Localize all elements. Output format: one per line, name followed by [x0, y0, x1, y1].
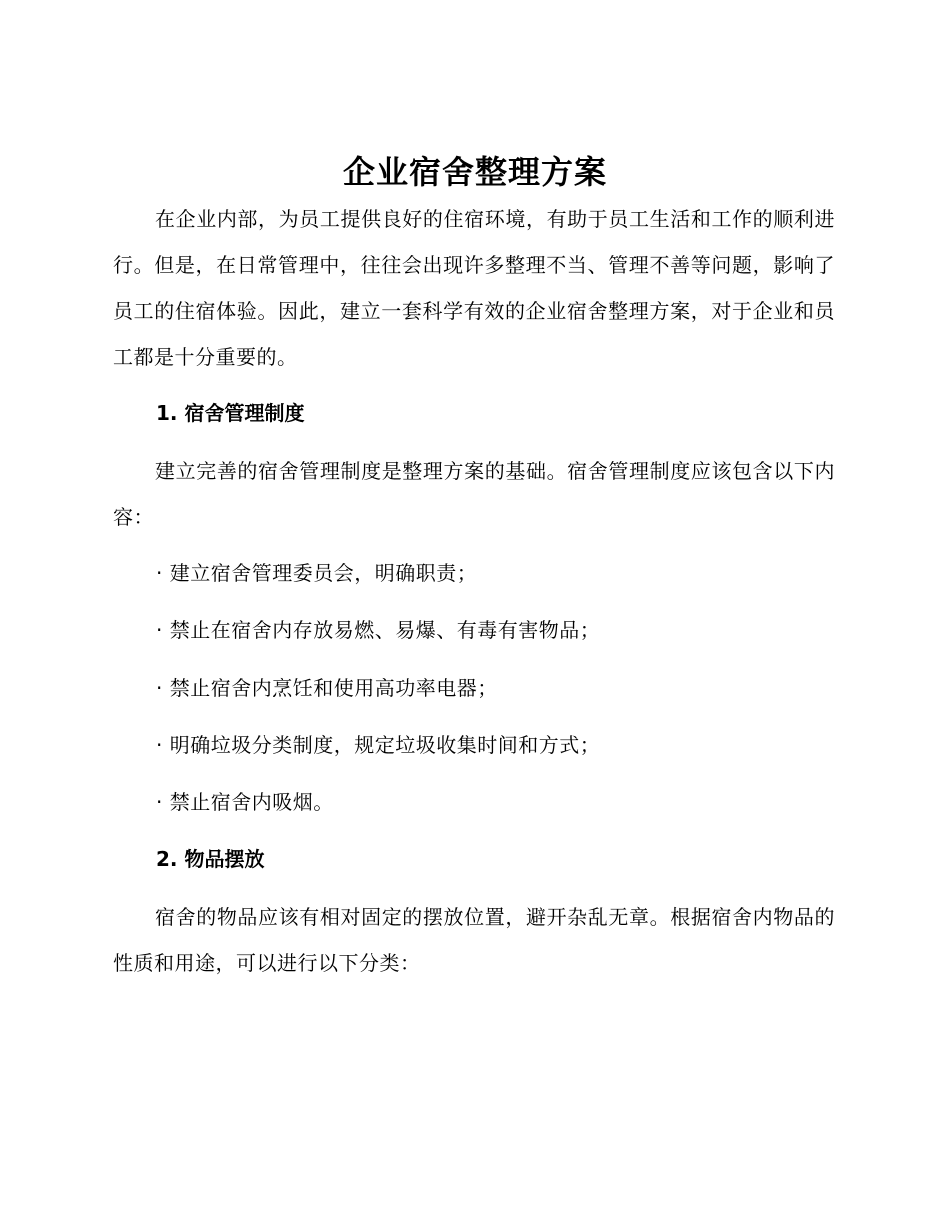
section-paragraph-items: 宿舍的物品应该有相对固定的摆放位置，避开杂乱无章。根据宿舍内物品的性质和用途，可以进行以下分类： — [113, 905, 835, 975]
bullet-item: · 禁止宿舍内烹饪和使用高功率电器； — [156, 676, 498, 700]
section-heading-items: 2. 物品摆放 — [156, 847, 265, 871]
bullet-item: · 建立宿舍管理委员会，明确职责； — [156, 561, 478, 585]
document-title: 企业宿舍整理方案 — [342, 153, 607, 191]
intro-paragraph: 在企业内部，为员工提供良好的住宿环境，有助于员工生活和工作的顺利进行。但是，在日常管理中，往往会出现许多整理不当、管理不善等问题，影响了员工的住宿体验。因此，建立一套科学有效的企业宿舍整理方案，对于企业和员工都是十分重要的。 — [113, 207, 835, 369]
bullet-item: · 明确垃圾分类制度，规定垃圾收集时间和方式； — [156, 733, 601, 757]
section-heading-management: 1. 宿舍管理制度 — [156, 401, 305, 425]
bullet-item: · 禁止在宿舍内存放易燃、易爆、有毒有害物品； — [156, 618, 601, 642]
bullet-item: · 禁止宿舍内吸烟。 — [156, 790, 334, 814]
section-paragraph-management: 建立完善的宿舍管理制度是整理方案的基础。宿舍管理制度应该包含以下内容： — [113, 459, 835, 529]
